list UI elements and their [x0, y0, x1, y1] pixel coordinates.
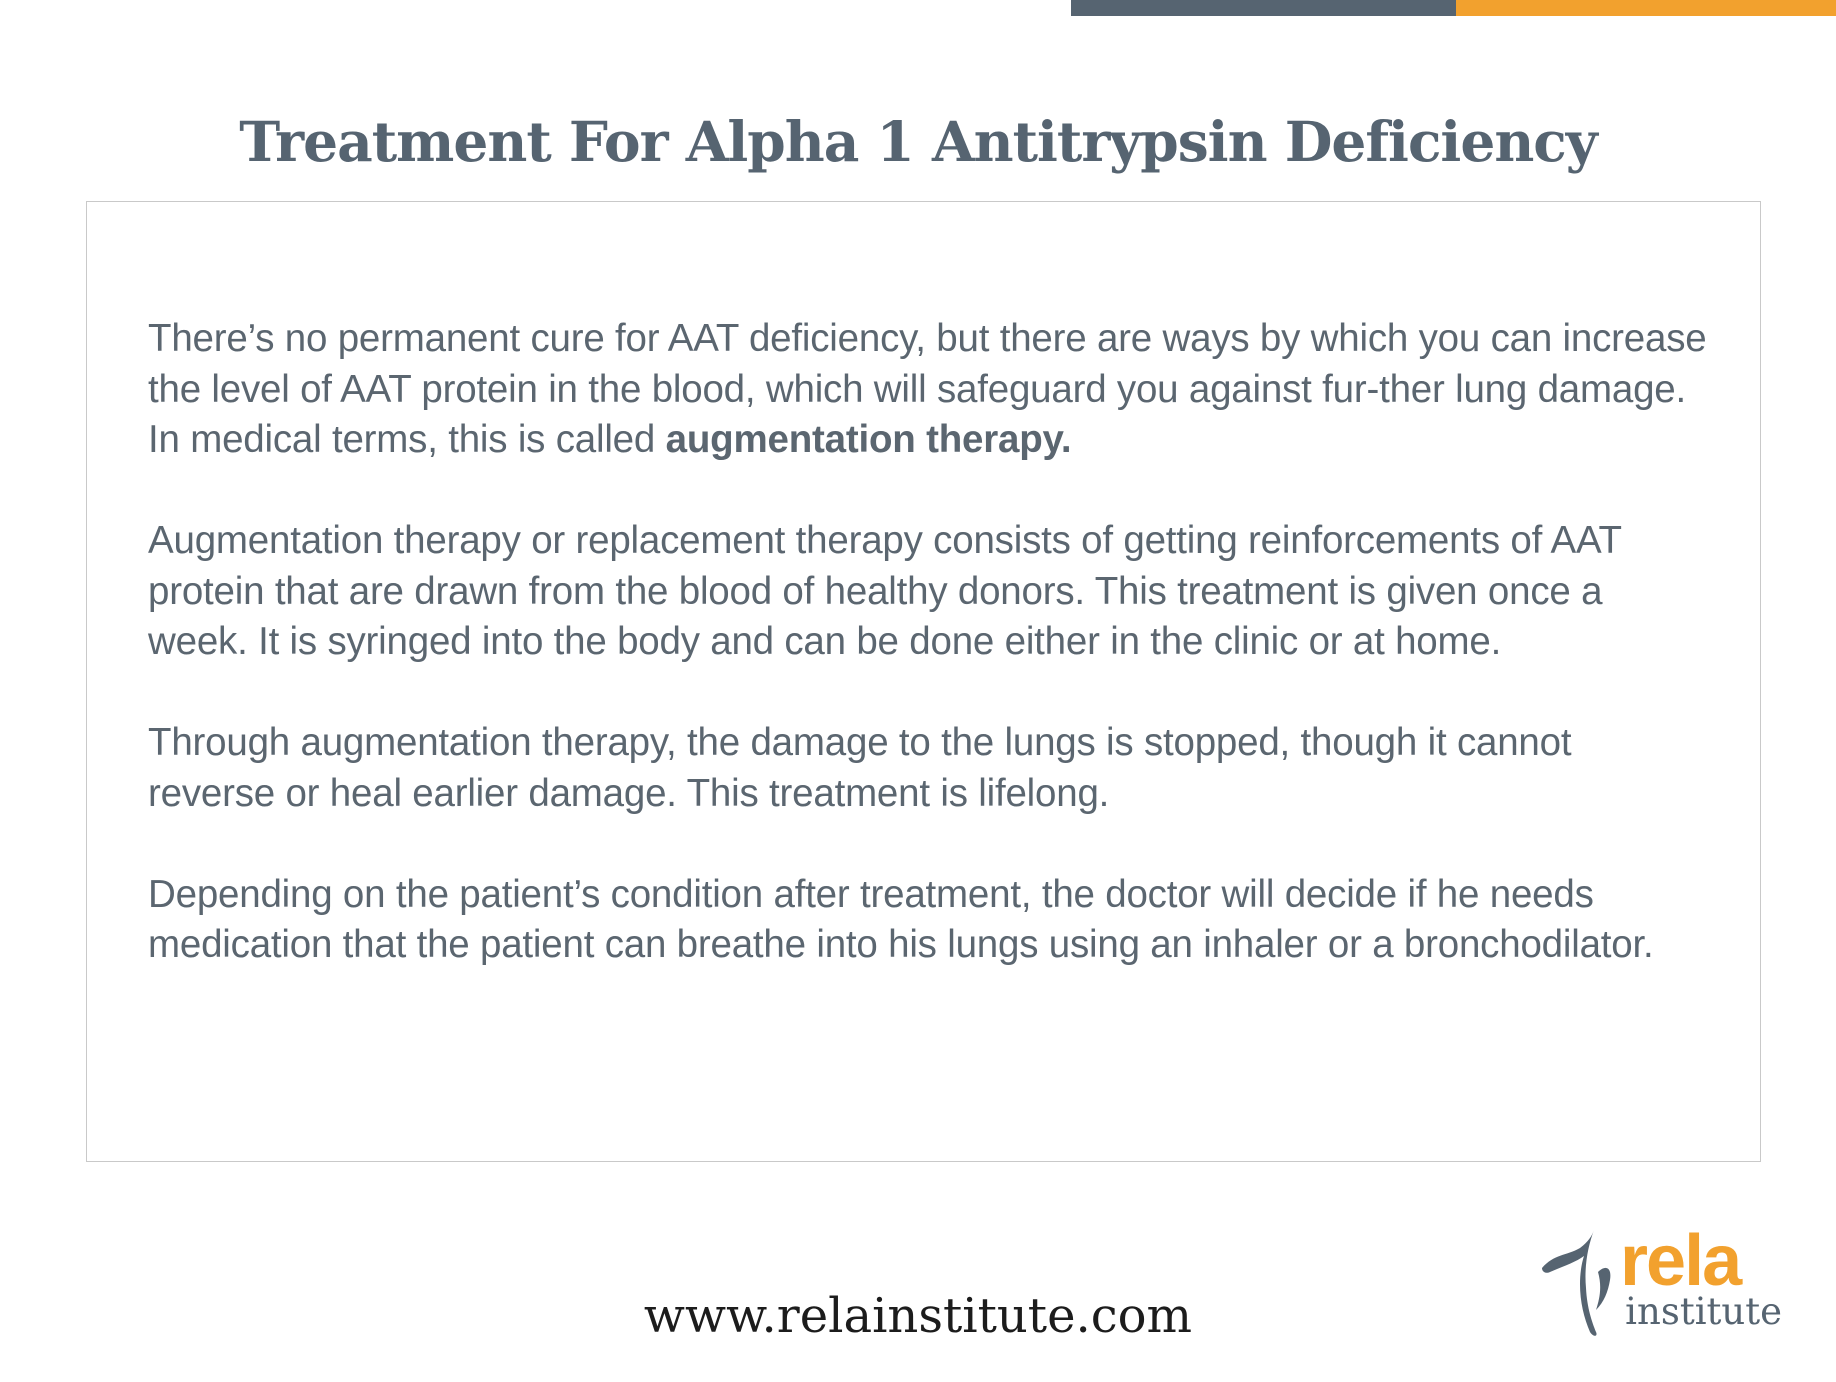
logo-word-rela: rela: [1620, 1221, 1741, 1301]
logo-word-institute: institute: [1625, 1290, 1782, 1333]
paragraph-2: Augmentation therapy or replacement therapy consists of getting reinforcements of AAT protein that are drawn from the blood of healthy donors. This treatment is given once a week. It is syringed into the body and can be done either in the clinic or at home.: [148, 519, 1622, 663]
top-accent-bar-dark-segment: [1071, 0, 1456, 16]
paragraph-1: [148, 314, 1708, 466]
top-accent-bar: [1071, 0, 1836, 16]
paragraph-3: Through augmentation therapy, the damage to the lungs is stopped, though it cannot reverse or heal earlier damage. This treatment is lifelong.: [148, 721, 1572, 815]
paragraph-4: Depending on the patient’s condition after treatment, the doctor will decide if he needs medication that the patient can breathe into his lungs using an inhaler or a bronchodilator.: [148, 872, 1654, 966]
top-accent-bar-orange-segment: [1456, 0, 1836, 16]
body-text: [148, 314, 1708, 971]
page-title: Treatment For Alpha 1 Antitrypsin Deficiency: [239, 109, 1597, 174]
paragraph-1-text: There’s no permanent cure for AAT deficiency, but there are ways by which you can increase the level of AAT protein in the blood, which will safeguard you against fur-ther lung damage. In medical terms, this is called: [148, 317, 1707, 461]
logo-figure-icon: [1542, 1230, 1610, 1336]
paragraph-1-bold-term: augmentation therapy.: [665, 418, 1072, 461]
rela-institute-logo: [1536, 1210, 1786, 1338]
website-link[interactable]: www.relainstitute.com: [643, 1288, 1193, 1344]
